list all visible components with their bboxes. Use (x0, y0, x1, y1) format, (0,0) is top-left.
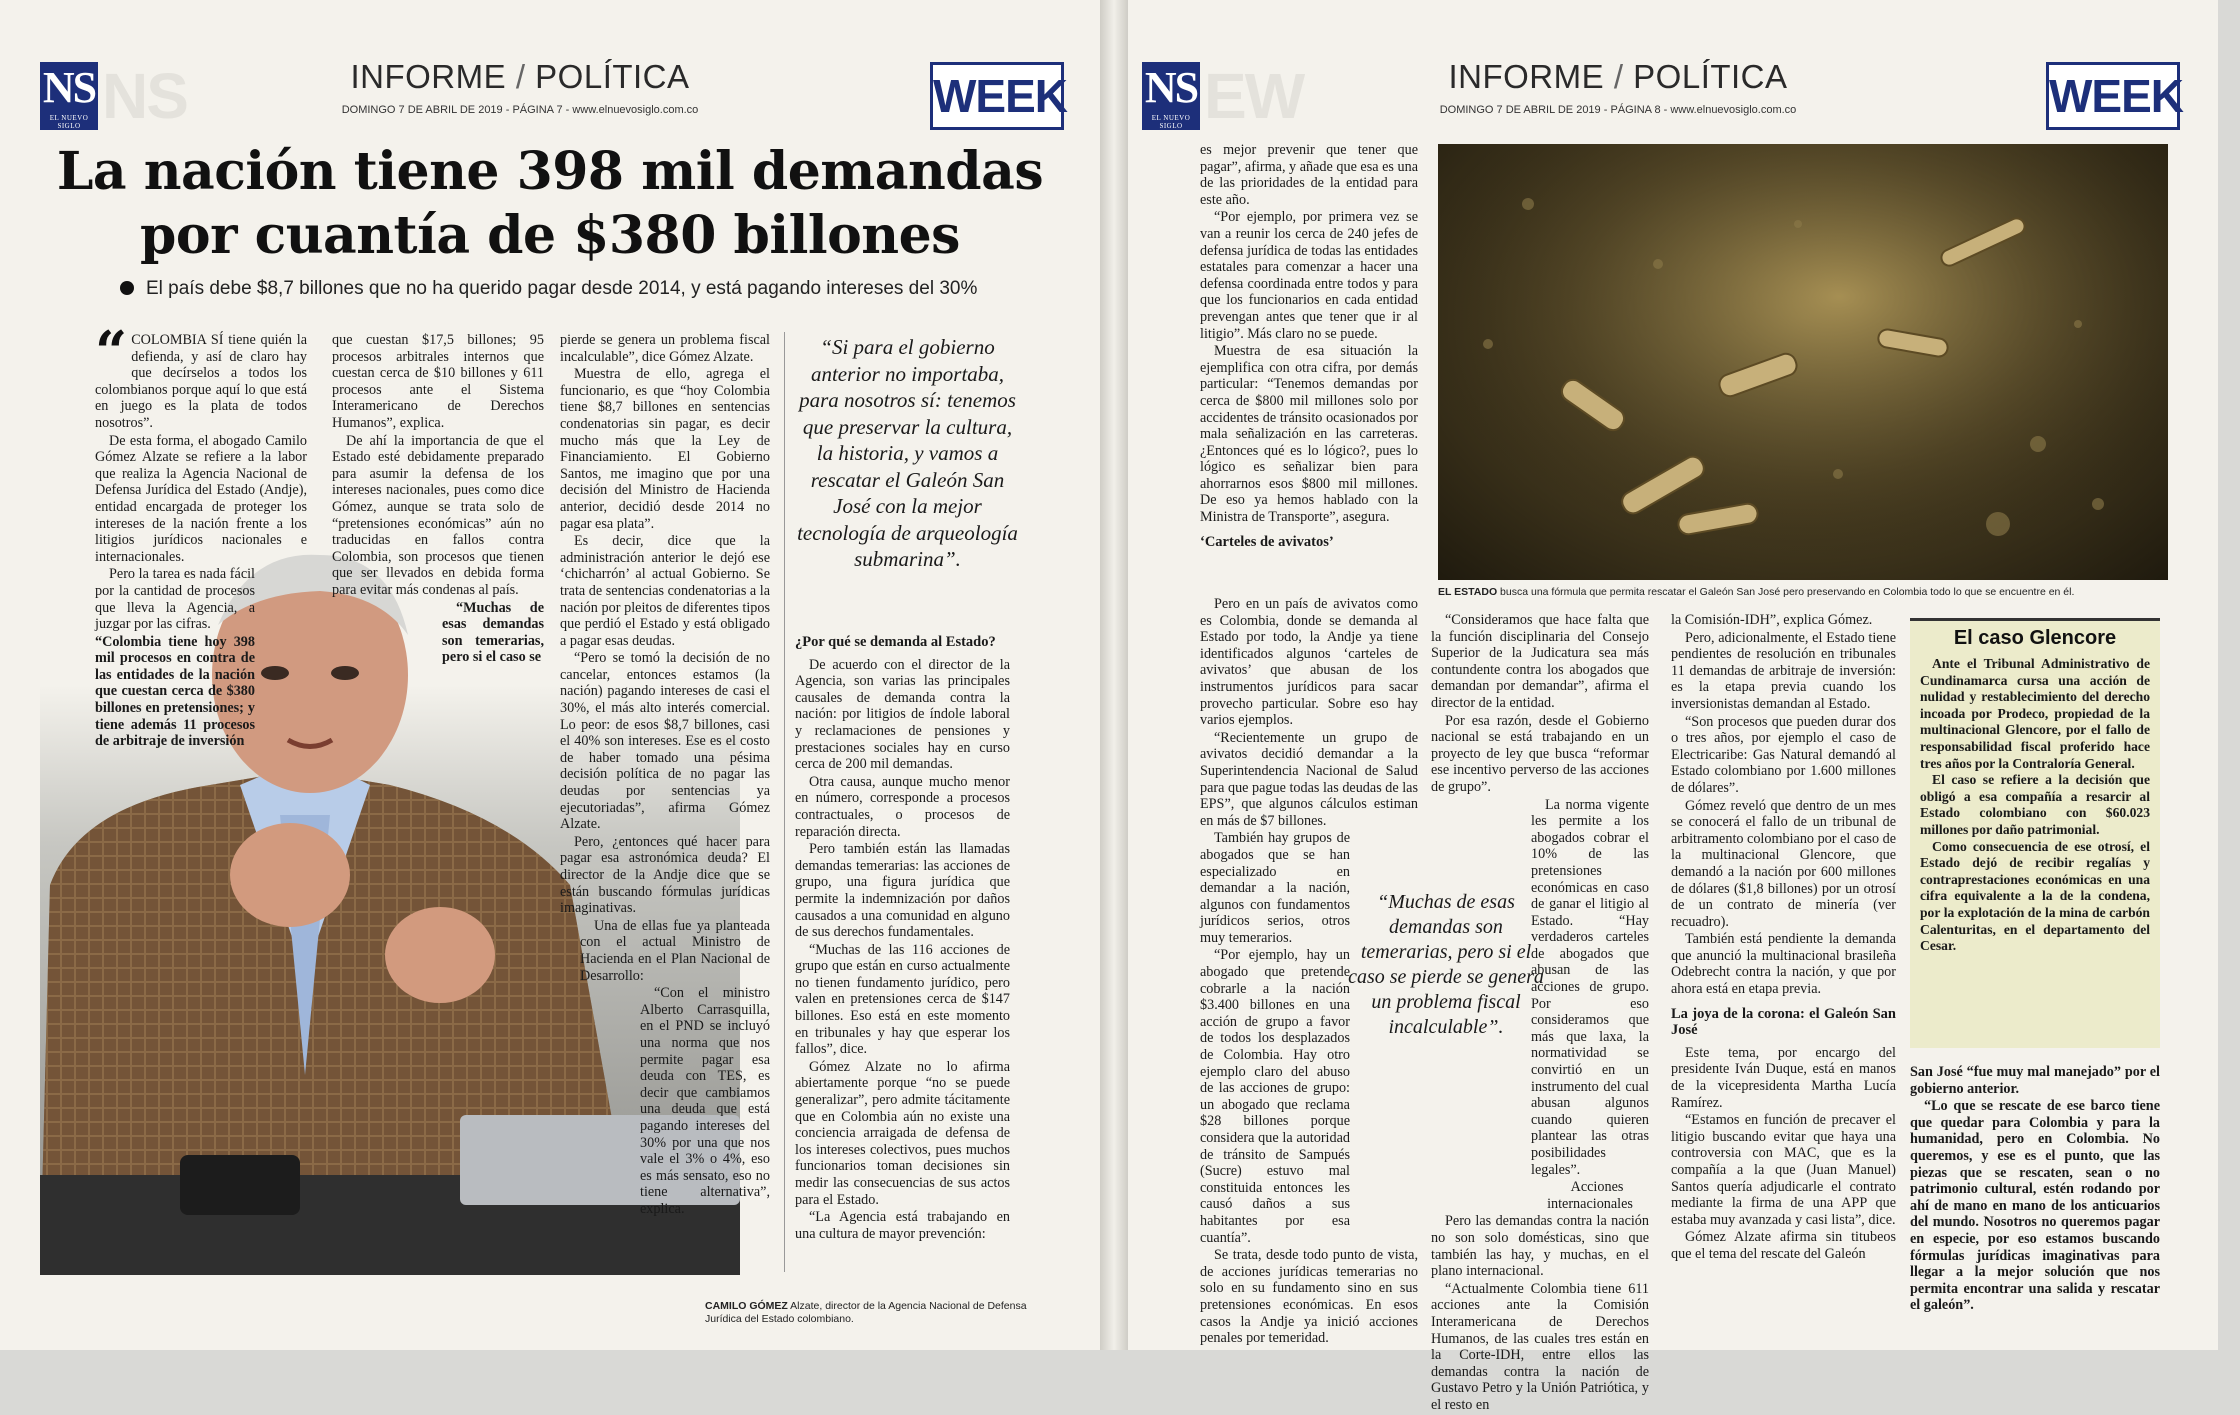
pull-quote: “Si para el gobierno anterior no importaba, para nosotros sí: tenemos que preservar la cultura, la historia, y vamos a rescatar el Galeón San José con la mejor tecnología de arqueología submarina”. (797, 335, 1018, 571)
deck: El país debe $8,7 billones que no ha querido pagar desde 2014, y está pagando intereses del 30% (120, 278, 1040, 300)
photo-caption: CAMILO GÓMEZ Alzate, director de la Agencia Nacional de Defensa Jurídica del Estado colombiano. (705, 1300, 1027, 1325)
article-column-1: “ COLOMBIA SÍ tiene quién la defienda, y así de claro hay que decírselos a todos los colombianos porque aquí lo que está en juego es la plata de todos nosotros”. De esta forma, el abogado Camilo Gómez Alzate se refiere a la labor que realiza la Agencia Nacional de Defensa Jurídica del Estado (Andje), entidad encargada de proteger los intereses de la nación frente a los litigios jurídicos nacionales e internacionales. Pero la tarea es nada fácil por la cantidad de procesos que lleva la Agencia, a juzgar por las cifras. “Colombia tiene hoy 398 mil procesos en contra de las entidades de la nación que cuestan cerca de $380 billones en pretensiones; y tiene además 11 procesos de arbitraje de inversión (95, 319, 307, 750)
article-column-b: Pero en un país de avivatos como es Colombia, donde se demanda al Estado por todo, la Andje ya tiene identificados algunos ‘carteles de avivatos’ que abusan de los instrumentos jurídicos para sacar provecho particular. Sobre eso hay varios ejemplos. “Recientemente un grupo de avivatos decidió demandar a la Superintendencia Nacional de Salud para que pague todas las deudas de las EPS”, que algunos cálculos estiman en más de $7 billones. También hay grupos de abogados que se han especializado en demandar a la nación, algunos con fundamentos jurídicos serios, otros muy temerarios. “Por ejemplo, hay un abogado que pretende cobrarle a la nación $3.400 billones en una acción de grupo a favor de todos los desplazados de Colombia. Hay otro ejemplo claro del abuso de las acciones de grupo: un abogado que reclama $28 billones porque considera que la autoridad de tránsito de Sampués (Sucre) estuvo mal constituida entonces les causó daños a sus habitantes por esa cuantía”. Se trata, desde todo punto de vista, de acciones jurídicas temerarias no solo en su fundamento sino en sus pretensiones económicas. En esos casos la Andje ya inició acciones penales por temeridad. (1200, 596, 1418, 1347)
headline: La nación tiene 398 mil demandas por cuantía de $380 billones (56, 141, 1044, 266)
week-logo: WEEK (2046, 62, 2180, 130)
ghost-lettering: NS (102, 60, 187, 132)
glencore-box: El caso Glencore Ante el Tribunal Administrativo de Cundinamarca cursa una acción de nulidad y restablecimiento del derecho incoada por Prodeco, propiedad de la multinacional Glencore, por el fallo de responsabilidad fiscal proferido hace tres años por la Contraloría General. El caso se refiere a la decisión que obligó a esa compañía a resarcir al Estado colombiano con $60.023 millones por daño patrimonial. Como consecuencia de ese otrosí, el Estado dejó de recibir regalías y contraprestaciones económicas en una cifra equivalente a la de la condena, por la explotación de la mina de carbón Calenturitas, en el departamento del Cesar. (1910, 618, 2160, 1048)
article-column-4: ¿Por qué se demanda al Estado? De acuerdo con el director de la Agencia, son varias las principales causales de demanda contra la nación: por litigios de índole laboral y reclamaciones de pensiones y prestaciones sociales hay en curso cerca de 200 mil demandas. Otra causa, aunque mucho menor en número, corresponde a procesos contractuales, o procesos de reparación directa. Pero también están las llamadas demandas temerarias: las acciones de grupo, una figura jurídica que permite la indemnización por daños causados a una comunidad en alguno de sus derechos fundamentales. “Muchas de las 116 acciones de grupo que están en curso actualmente no tienen fundamento jurídico, pero valen en pretensiones cerca de $147 billones. Eso está en este momento en tribunales y hay que esperar los fallos”, dice. Gómez Alzate no lo afirma abiertamente porque “no se puede generalizar”, pero admite tácitamente que en Colombia aún no existe una conciencia arraigada de defensa de los intereses colectivos, pues muchos funcionarios toman decisiones sin medir las consecuencias de sus actos para el Estado. “La Agencia está trabajando en una cultura de mayor prevención: (795, 634, 1010, 1242)
section-title: INFORME / POLÍTICA (1448, 58, 1788, 95)
right-page (1128, 0, 2218, 1413)
left-page (0, 0, 1100, 1350)
date-line: DOMINGO 7 DE ABRIL DE 2019 - PÁGINA 8 - www.elnuevosiglo.com.co (1439, 104, 1797, 116)
section-title: INFORME / POLÍTICA (350, 58, 690, 95)
ns-logo: NS EL NUEVO SIGLO (1142, 62, 1200, 130)
article-column-c: “Consideramos que hace falta que la función disciplinaria del Consejo Superior de la Judicatura sea más contundente contra los abogados que demandan por demandar”, afirma el director de la entidad. Por esa razón, desde el Gobierno nacional se está trabajando en un proyecto de ley que busca “reformar ese incentivo perverso de las acciones de grupo”. La norma vigente les permite a los abogados cobrar el 10% de las pretensiones económicas en caso de ganar el litigio al Estado. “Hay verdaderos carteles de abogados que abusan de las acciones de grupo. Por eso consideramos que más que laxa, la normatividad se convirtió en un instrumento del cual abusan algunos cuando quieren plantear las otras posibilidades legales”. Acciones internacionales Pero las demandas contra la nación no son solo domésticas, sino que también las hay, y muchas, en el plano internacional. “Actualmente Colombia tiene 611 acciones ante la Comisión Interamericana de Derechos Humanos, de las cuales tres están en la Corte-IDH, entre ellos las demandas contra la nación de Gustavo Petro y la Unión Patriótica, y el resto en (1431, 612, 1649, 1413)
article-column-2: que cuestan $17,5 billones; 95 procesos arbitrales internos que cuestan cerca de $10 billones y 611 procesos ante el Sistema Interamericano de Derechos Humanos”, explica. De ahí la importancia de que el Estado esté debidamente preparado para asumir la defensa de los intereses nacionales, pues como dice Gómez, aunque se trata solo de “pretensiones económicas” aún no traducidas en fallos contra Colombia, son procesos que tienen que ser llevados en debida forma para evitar más condenas al país. “Muchas de esas demandas son temerarias, pero si el caso se (332, 332, 544, 666)
photo-caption: EL ESTADO busca una fórmula que permita rescatar el Galeón San José pero preservando en Colombia todo lo que se encuentre en él. (1438, 586, 2075, 598)
ns-logo: NS EL NUEVO SIGLO (40, 62, 98, 130)
article-column-a: es mejor prevenir que tener que pagar”, afirma, y añade que esa es una de las prioridades de la entidad para este año. “Por ejemplo, por primera vez se van a reunir los cerca de 240 jefes de defensa jurídica de todas las entidades estatales para comenzar a hacer una defensa coordinada entre todos y para que los funcionarios en cada entidad prevengan antes que tener que ir al litigio”. Más claro no se puede. Muestra de esa situación la ejemplifica con otra cifra, por demás particular: “Tenemos demandas por cerca de $800 mil millones solo por accidentes de tránsito ocasionados por mala señalización en las carreteras. ¿Entonces qué es lo lógico?, pues lo lógico es señalizar bien para ahorrarnos esos $800 mil millones. De eso ya hemos hablado con la Ministra de Transporte”, asegura. ‘Carteles de avivatos’ (1200, 142, 1418, 550)
bullet-icon (120, 281, 134, 295)
article-column-d: la Comisión-IDH”, explica Gómez. Pero, adicionalmente, el Estado tiene pendientes de resolución en tribunales 11 demandas de arbitraje de inversión: es la etapa previa cuando los inversionistas demandan al Estado. “Son procesos que pueden durar dos o tres años, por ejemplo el caso de Electricaribe: Gas Natural demandó al Estado colombiano por 1.600 millones de dólares”. Gómez reveló que dentro de un mes se conocerá el fallo de un tribunal de arbitramento colombiano por el caso de la multinacional Glencore, que demandó a la nación por 600 millones de dólares ($1,8 billones) por un otrosí de un contrato de minería (ver recuadro). También está pendiente la demanda que anunció la multinacional brasileña Odebrecht contra la nación, y que por ahora está en etapa previa. La joya de la corona: el Galeón San José Este tema, por encargo del presidente Iván Duque, está en manos de la vicepresidenta Martha Lucía Ramírez. “Estamos en función de precaver el litigio buscando evitar que haya una controversia con MAC, que es la compañía a la que (Juan Manuel) Santos quería adjudicarle el contrato mediante la firma de una APP que estaba muy avanzada y casi lista”, dice. Gómez Alzate afirma sin titubeos que el tema del rescate del Galeón (1671, 612, 1896, 1262)
column-rule (784, 332, 785, 1272)
ghost-lettering: EW (1204, 60, 1304, 132)
pull-quote: “Muchas de esas demandas son temerarias, pero si el caso se pierde se genera un problema fiscal incalculable”. (1348, 891, 1544, 1038)
week-logo: WEEK (930, 62, 1064, 130)
article-column-e: San José “fue muy mal manejado” por el gobierno anterior. “Lo que se rescate de ese barco tiene que quedar para Colombia y para la humanidad, pero en Colombia. No queremos, y ese es el punto, que las piezas que se rescaten, sean o no patrimonio cultural, estén rodando por ahí de mano en mano de los anticuarios del mundo. Nosotros no queremos pagar en especie, por eso estamos buscando fórmulas jurídicas imaginativas para llegar a la mejor solución que nos permita encontrar una salida y rescatar el galeón”. (1910, 1064, 2160, 1314)
page-gutter (1100, 0, 1128, 1350)
shipwreck-photo (1438, 144, 2168, 580)
article-column-3: pierde se genera un problema fiscal incalculable”, dice Gómez Alzate. Muestra de ello, agrega el funcionario, es que “hoy Colombia tiene $8,7 billones en sentencias condenatorias sin pagar, es decir mucho más que la Ley de Financiamiento. El Gobierno Santos, me imagino que por una decisión del Ministro de Hacienda anterior, decidió desde 2014 no pagar esa plata”. Es decir, dice que la administración anterior le dejó ese ‘chicharrón’ al actual Gobierno. Se trata de sentencias condenatorias a la nación por pleitos de diferentes tipos que perdió el Estado y está obligado a pagar esas deudas. “Pero se tomó la decisión de no cancelar, entonces estamos (la nación) pagando intereses de casi el 30%, el más alto interés comercial. Lo peor: de esos $8,7 billones, casi el 40% son intereses. Ese es el costo de haber tomado una pésima decisión política de no pagar las deudas por sentencias ya ejecutoriadas”, afirma Gómez Alzate. Pero, ¿entonces qué hacer para pagar esa astronómica deuda? El director de la Andje dice que se están buscando fórmulas jurídicas imaginativas. Una de ellas fue ya planteada con el actual Ministro de Hacienda en el Plan Nacional de Desarrollo: “Con el ministro Alberto Carrasquilla, en el PND se incluyó una norma que nos permite pagar esa deuda con TES, es decir que cambiamos una deuda que está pagando intereses del 30% por una que nos vale el 3% o 4%, eso es más sensato, eso no tiene alternativa”, explica. (560, 332, 770, 1217)
date-line: DOMINGO 7 DE ABRIL DE 2019 - PÁGINA 7 - www.elnuevosiglo.com.co (341, 104, 699, 116)
